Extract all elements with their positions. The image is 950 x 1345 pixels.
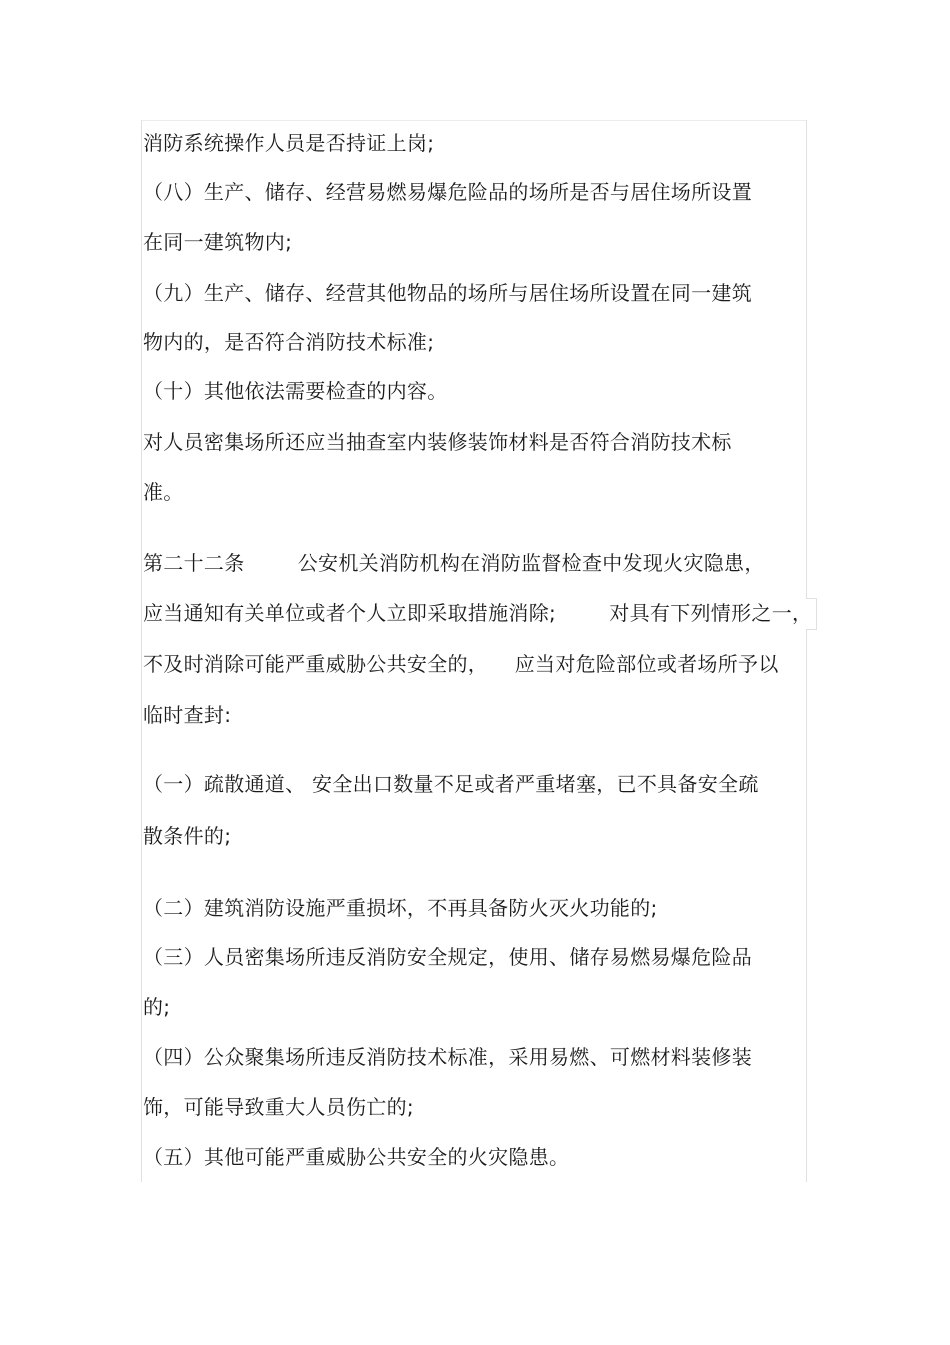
text-line: 的;: [143, 995, 171, 1019]
text-line: （九）生产、储存、经营其他物品的场所与居住场所设置在同一建筑: [143, 281, 752, 305]
page-frame-top: [141, 120, 807, 121]
text-line: 消防系统操作人员是否持证上岗;: [143, 131, 435, 155]
page-frame-left: [141, 120, 142, 1182]
text-line: 对人员密集场所还应当抽查室内装修装饰材料是否符合消防技术标: [143, 430, 732, 454]
page-frame-right: [806, 120, 807, 1182]
text-line: （五）其他可能严重威胁公共安全的火灾隐患。: [143, 1145, 570, 1169]
text-line: （三）人员密集场所违反消防安全规定，使用、储存易燃易爆危险品: [143, 945, 752, 969]
text-line: （十）其他依法需要检查的内容。: [143, 379, 448, 403]
text-line: 应当通知有关单位或者个人立即采取措施消除; 对具有下列情形之一，: [143, 601, 813, 625]
text-line: 饰，可能导致重大人员伤亡的;: [143, 1095, 414, 1119]
article-heading-line: 第二十二条 公安机关消防机构在消防监督检查中发现火灾隐患，: [143, 551, 765, 575]
text-line: （二）建筑消防设施严重损坏，不再具备防火灭火功能的;: [143, 896, 658, 920]
text-line: 在同一建筑物内;: [143, 230, 293, 254]
text-line: 不及时消除可能严重威胁公共安全的， 应当对危险部位或者场所予以: [143, 652, 779, 676]
text-line: （八）生产、储存、经营易燃易爆危险品的场所是否与居住场所设置: [143, 180, 752, 204]
text-line: （四）公众聚集场所违反消防技术标准，采用易燃、可燃材料装修装: [143, 1045, 752, 1069]
text-line: （一）疏散通道、 安全出口数量不足或者严重堵塞，已不具备安全疏: [143, 772, 759, 796]
text-line: 临时查封:: [143, 703, 232, 727]
text-line: 散条件的;: [143, 824, 232, 848]
text-line: 物内的，是否符合消防技术标准;: [143, 330, 435, 354]
text-line: 准。: [143, 480, 184, 504]
